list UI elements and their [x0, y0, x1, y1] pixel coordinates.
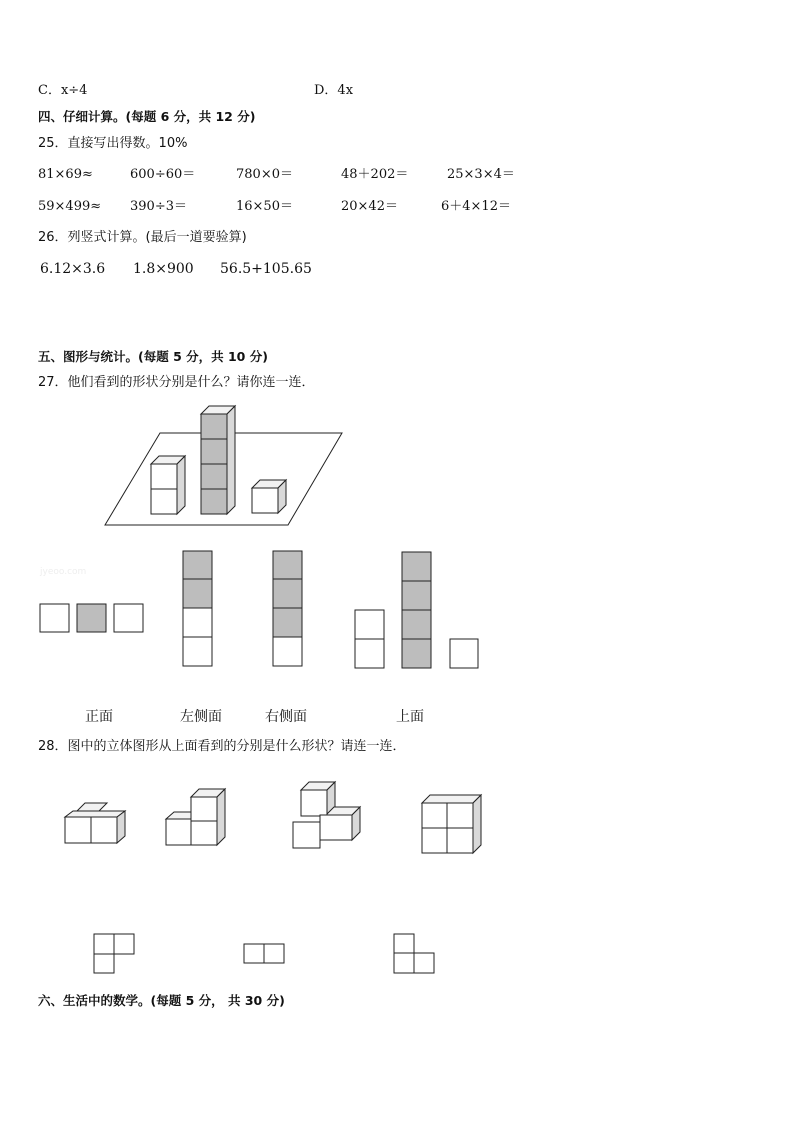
view-label-top: 上面: [396, 709, 424, 725]
watermark: jyeoo.com: [40, 567, 87, 577]
calc-item: 48＋202＝: [341, 167, 409, 182]
calc-item: 600÷60＝: [130, 167, 196, 182]
top-view-option-1[interactable]: [94, 934, 134, 973]
solid-3: [293, 782, 360, 848]
solid-4: [422, 795, 481, 853]
section-5-title: 五、图形与统计。(每题 5 分，共 10 分): [38, 349, 268, 364]
section-6-title: 六、生活中的数学。(每题 5 分， 共 30 分): [38, 993, 285, 1008]
solid-1: [65, 803, 125, 843]
vertical-calc-item: 56.5+105.65: [220, 261, 312, 277]
calc-item: 20×42＝: [341, 199, 398, 214]
single-cube: [252, 480, 286, 513]
solid-2: [166, 789, 225, 845]
view-option-1[interactable]: [40, 604, 143, 632]
view-option-4[interactable]: [355, 552, 478, 668]
q25-prompt: 25．直接写出得数。10%: [38, 136, 188, 151]
top-view-option-3[interactable]: [394, 934, 434, 973]
option-d: D．4x: [314, 83, 354, 98]
calc-item: 81×69≈: [38, 167, 93, 182]
top-view-option-2[interactable]: [244, 944, 284, 963]
view-option-2[interactable]: [183, 551, 212, 666]
calc-item: 25×3×4＝: [447, 167, 515, 182]
vertical-calc-item: 6.12×3.6: [40, 261, 106, 277]
q28-prompt: 28．图中的立体图形从上面看到的分别是什么形状？请连一连．: [38, 739, 406, 754]
vertical-calc-item: 1.8×900: [133, 261, 194, 277]
stack-two-cubes: [151, 456, 185, 514]
calc-item: 6＋4×12＝: [441, 199, 511, 214]
option-c: C．x÷4: [38, 83, 88, 98]
q27-3d-scene: [105, 406, 342, 525]
q27-prompt: 27．他们看到的形状分别是什么？请你连一连．: [38, 375, 315, 390]
view-option-3[interactable]: [273, 551, 302, 666]
view-label-left: 左侧面: [180, 709, 222, 725]
calc-item: 780×0＝: [236, 167, 293, 182]
calc-item: 59×499≈: [38, 199, 102, 214]
view-label-right: 右侧面: [265, 709, 307, 725]
calc-item: 390÷3＝: [130, 199, 187, 214]
stack-four-cubes: [201, 406, 235, 514]
q26-prompt: 26．列竖式计算。(最后一道要验算): [38, 230, 247, 245]
section-4-title: 四、仔细计算。(每题 6 分，共 12 分): [38, 109, 256, 124]
calc-item: 16×50＝: [236, 199, 293, 214]
view-label-front: 正面: [85, 709, 113, 725]
